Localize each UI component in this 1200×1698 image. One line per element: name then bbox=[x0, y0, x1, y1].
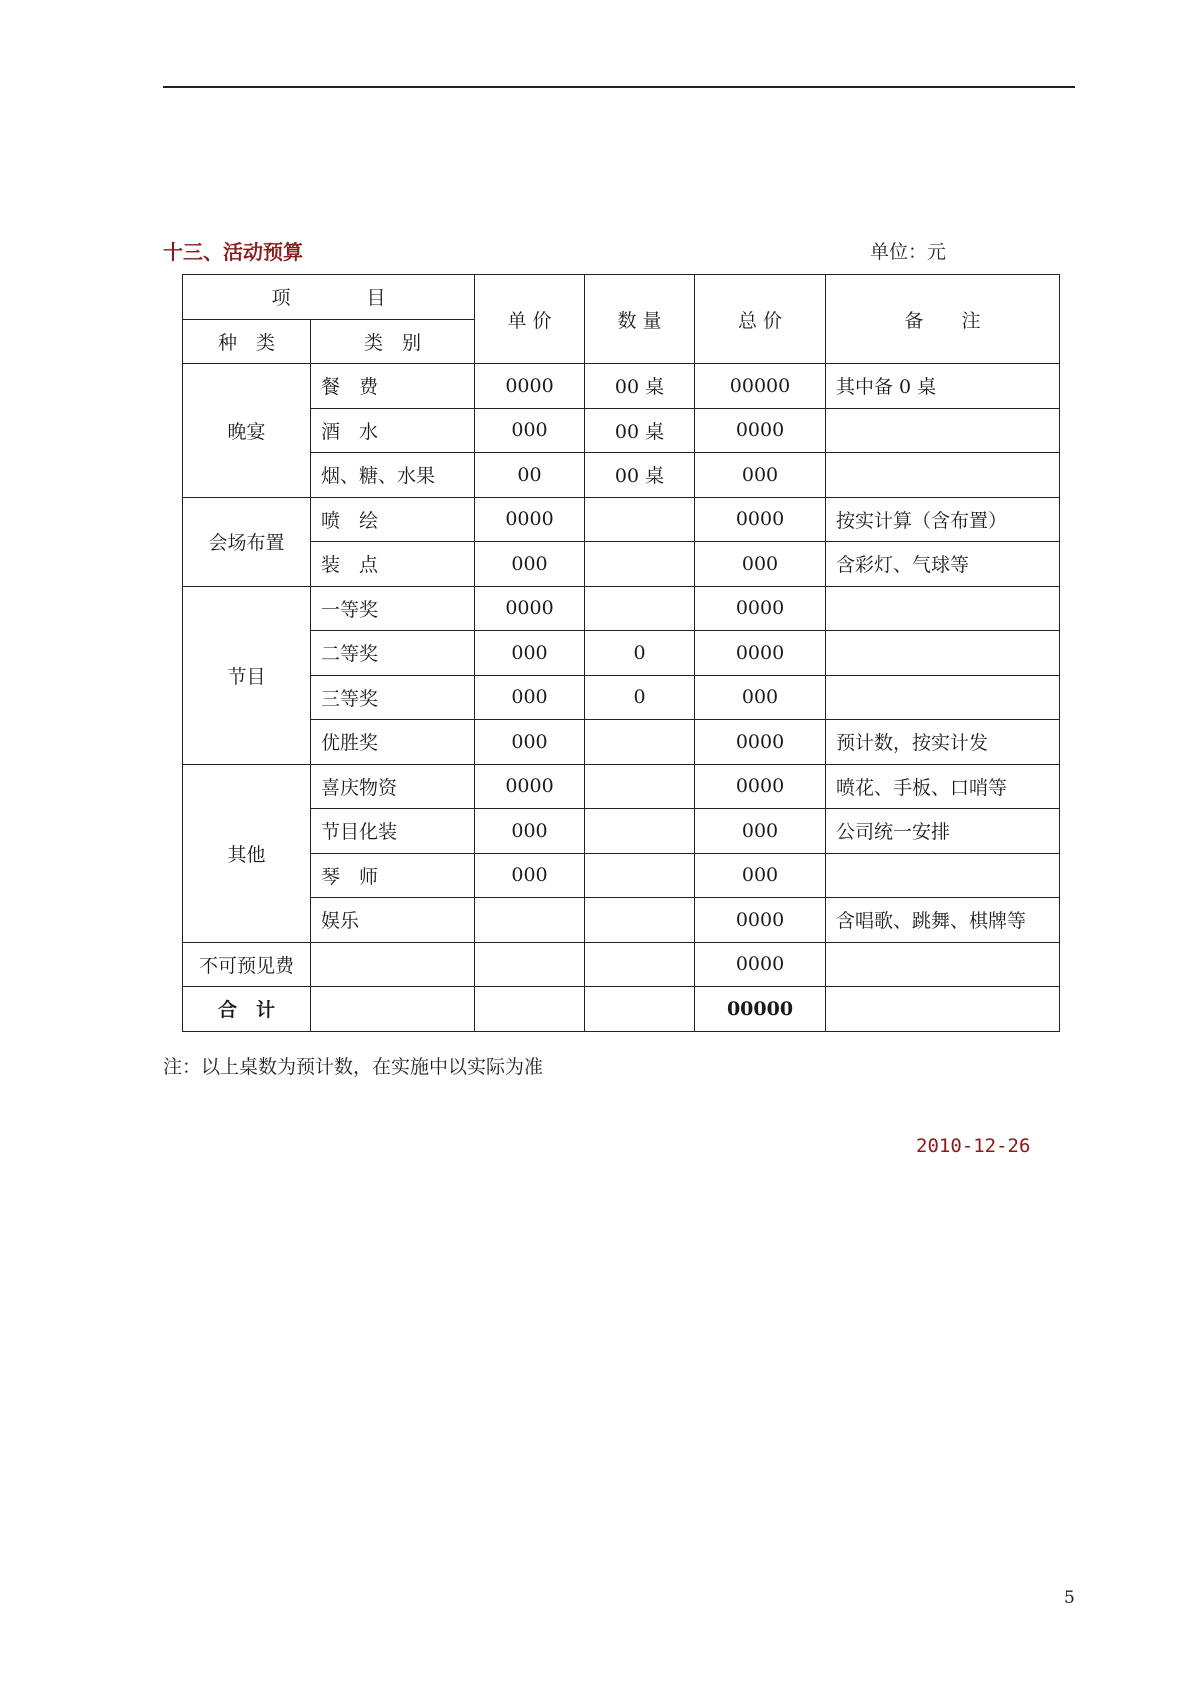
row-quantity: 00 桌 bbox=[585, 364, 695, 409]
group-name: 其他 bbox=[183, 764, 311, 942]
row-total: 0000 bbox=[695, 764, 826, 809]
row-quantity: 0 bbox=[585, 631, 695, 676]
table-row bbox=[183, 586, 1060, 631]
row-unit-price: 000 bbox=[475, 853, 585, 898]
budget-table bbox=[182, 274, 1060, 1032]
row-unit-price: 000 bbox=[475, 809, 585, 854]
row-item: 优胜奖 bbox=[311, 720, 475, 765]
row-item: 酒 水 bbox=[311, 408, 475, 453]
group-name: 节目 bbox=[183, 586, 311, 764]
row-remark: 预计数，按实计发 bbox=[826, 720, 1060, 765]
row-unit-price: 0000 bbox=[475, 764, 585, 809]
row-item: 喷 绘 bbox=[311, 497, 475, 542]
row-unit-price: 0000 bbox=[475, 497, 585, 542]
empty-cell bbox=[475, 942, 585, 987]
row-quantity bbox=[585, 898, 695, 943]
empty-cell bbox=[826, 987, 1060, 1032]
row-remark bbox=[826, 453, 1060, 498]
row-quantity bbox=[585, 542, 695, 587]
row-unit-price: 0000 bbox=[475, 586, 585, 631]
row-quantity: 0 bbox=[585, 675, 695, 720]
empty-cell bbox=[311, 987, 475, 1032]
empty-cell bbox=[311, 942, 475, 987]
sum-row bbox=[183, 987, 1060, 1032]
row-unit-price: 000 bbox=[475, 675, 585, 720]
row-item: 节目化装 bbox=[311, 809, 475, 854]
row-remark bbox=[826, 408, 1060, 453]
unit-label: 单位：元 bbox=[870, 241, 947, 263]
row-quantity bbox=[585, 809, 695, 854]
row-item: 喜庆物资 bbox=[311, 764, 475, 809]
row-total: 0000 bbox=[695, 898, 826, 943]
header-rule bbox=[163, 86, 1075, 88]
header-project: 项 目 bbox=[183, 275, 475, 320]
row-item: 娱乐 bbox=[311, 898, 475, 943]
table-row bbox=[183, 898, 1060, 943]
header-quantity: 数 量 bbox=[585, 275, 695, 364]
row-total: 0000 bbox=[695, 631, 826, 676]
table-row bbox=[183, 675, 1060, 720]
row-unit-price: 00 bbox=[475, 453, 585, 498]
section-title: 十三、活动预算 bbox=[163, 240, 303, 264]
contingency-label: 不可预见费 bbox=[183, 942, 311, 987]
row-item: 餐 费 bbox=[311, 364, 475, 409]
row-total: 000 bbox=[695, 809, 826, 854]
table-row bbox=[183, 631, 1060, 676]
row-item: 二等奖 bbox=[311, 631, 475, 676]
row-quantity bbox=[585, 586, 695, 631]
header-unit-price: 单 价 bbox=[475, 275, 585, 364]
row-remark: 按实计算（含布置） bbox=[826, 497, 1060, 542]
table-note: 注：以上桌数为预计数，在实施中以实际为准 bbox=[163, 1056, 544, 1078]
header-remark: 备 注 bbox=[826, 275, 1060, 364]
row-quantity bbox=[585, 853, 695, 898]
row-remark: 喷花、手板、口哨等 bbox=[826, 764, 1060, 809]
row-remark bbox=[826, 675, 1060, 720]
row-remark: 其中备 0 桌 bbox=[826, 364, 1060, 409]
table-row bbox=[183, 453, 1060, 498]
table-row bbox=[183, 853, 1060, 898]
document-date: 2010-12-26 bbox=[916, 1135, 1031, 1157]
page-number: 5 bbox=[1064, 1588, 1075, 1608]
header-total: 总 价 bbox=[695, 275, 826, 364]
row-quantity bbox=[585, 764, 695, 809]
group-name: 晚宴 bbox=[183, 364, 311, 498]
table-row bbox=[183, 720, 1060, 765]
row-remark bbox=[826, 853, 1060, 898]
row-quantity bbox=[585, 497, 695, 542]
sum-label: 合 计 bbox=[183, 987, 311, 1032]
row-total: 000 bbox=[695, 853, 826, 898]
table-row bbox=[183, 809, 1060, 854]
table-row bbox=[183, 408, 1060, 453]
empty-cell bbox=[585, 942, 695, 987]
table-row bbox=[183, 542, 1060, 587]
header-category: 类 别 bbox=[311, 319, 475, 364]
empty-cell bbox=[475, 987, 585, 1032]
sum-total: 00000 bbox=[695, 987, 826, 1032]
empty-cell bbox=[826, 942, 1060, 987]
table-row bbox=[183, 764, 1060, 809]
contingency-total: 0000 bbox=[695, 942, 826, 987]
contingency-row bbox=[183, 942, 1060, 987]
group-name: 会场布置 bbox=[183, 497, 311, 586]
row-total: 000 bbox=[695, 542, 826, 587]
row-remark: 公司统一安排 bbox=[826, 809, 1060, 854]
header-row-1 bbox=[183, 275, 1060, 320]
row-unit-price: 000 bbox=[475, 720, 585, 765]
table-row bbox=[183, 497, 1060, 542]
row-remark bbox=[826, 586, 1060, 631]
empty-cell bbox=[585, 987, 695, 1032]
row-quantity: 00 桌 bbox=[585, 408, 695, 453]
row-total: 0000 bbox=[695, 408, 826, 453]
row-quantity: 00 桌 bbox=[585, 453, 695, 498]
row-unit-price bbox=[475, 898, 585, 943]
row-remark bbox=[826, 631, 1060, 676]
row-item: 装 点 bbox=[311, 542, 475, 587]
row-quantity bbox=[585, 720, 695, 765]
row-remark: 含彩灯、气球等 bbox=[826, 542, 1060, 587]
row-item: 三等奖 bbox=[311, 675, 475, 720]
row-total: 000 bbox=[695, 675, 826, 720]
row-total: 00000 bbox=[695, 364, 826, 409]
row-unit-price: 000 bbox=[475, 408, 585, 453]
row-total: 0000 bbox=[695, 497, 826, 542]
row-unit-price: 0000 bbox=[475, 364, 585, 409]
header-kind: 种 类 bbox=[183, 319, 311, 364]
row-total: 0000 bbox=[695, 720, 826, 765]
row-item: 琴 师 bbox=[311, 853, 475, 898]
row-total: 0000 bbox=[695, 586, 826, 631]
row-total: 000 bbox=[695, 453, 826, 498]
row-item: 烟、糖、水果 bbox=[311, 453, 475, 498]
row-unit-price: 000 bbox=[475, 542, 585, 587]
row-remark: 含唱歌、跳舞、棋牌等 bbox=[826, 898, 1060, 943]
row-unit-price: 000 bbox=[475, 631, 585, 676]
table-row bbox=[183, 364, 1060, 409]
row-item: 一等奖 bbox=[311, 586, 475, 631]
